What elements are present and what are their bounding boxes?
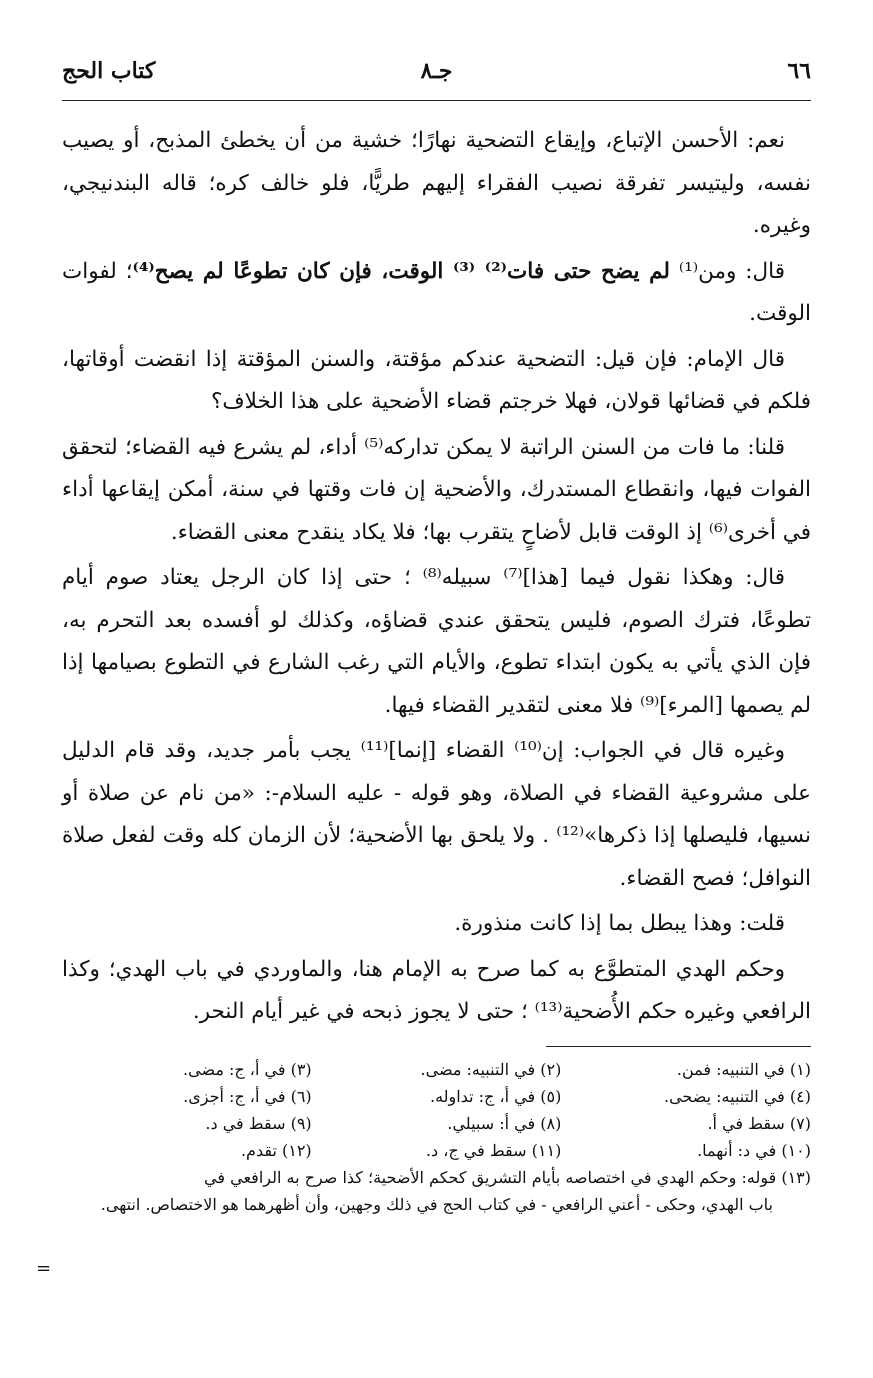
footnote: (٦) في أ، ج: أجزى. [183,1087,312,1106]
bold-quote: لم يضح حتى فات⁽²⁾ ⁽³⁾ الوقت، فإن كان تطوعًا لم يصح⁽⁴⁾ [132,258,670,284]
footnote: (٢) في التنبيه: مضى. [420,1060,562,1079]
paragraph: قلت: وهذا يبطل بما إذا كانت منذورة. [454,911,785,936]
footnote: (١٠) في د: أنهما. [697,1141,811,1160]
footnote-divider [546,1046,811,1047]
volume-label: جـ٨ [420,58,453,84]
footnote: (١) في التنبيه: فمن. [676,1060,811,1079]
paragraph: قلنا: ما فات من السنن الراتبة لا يمكن تداركه⁽⁵⁾ أداء، لم يشرع فيه القضاء؛ لتحقق الفوات فيها، وانقطاع المستدرك، والأضحية إن فات وقتها في سنة، أمكن إيقاعها أداء في أخرى⁽⁶⁾ إذ الوقت قابل لأضاحٍ يتقرب بها؛ فلا يكاد ينقدح معنى القضاء. [62,434,811,545]
footnote: (١١) سقط في ج، د. [425,1141,562,1160]
footnote-row [62,1137,811,1164]
footnote: (٤) في التنبيه: يضحى. [663,1087,811,1106]
footnote-13-continuation: باب الهدي، وحكى - أعني الرافعي - في كتاب الحج في ذلك وجهين، وأن أظهرهما هو الاختصاص. انتهى. [100,1195,773,1214]
footnote-row [62,1056,811,1083]
paragraph: قال: وهكذا نقول فيما [هذا]⁽⁷⁾ سبيله⁽⁸⁾ ؛ حتى إذا كان الرجل يعتاد صوم أيام تطوعًا، فترك الصوم، فليس يتحقق عندي قضاؤه، وكذلك لو أفسده بعد التحرم به، فإن الذي يأتي به يكون ابتداء تطوع، والأيام التي رغب الشارع في التطوع بصيامها إذا لم يصمها [المرء]⁽⁹⁾ فلا معنى لتقدير القضاء فيها. [62,565,811,718]
paragraph-with-bold [62,251,811,336]
paragraph: وغيره قال في الجواب: إن⁽¹⁰⁾ القضاء [إنما]⁽¹¹⁾ يجب بأمر جديد، وقد قام الدليل على مشروعية القضاء في الصلاة، وهو قوله - عليه السلام-: «من نام عن صلاة أو نسيها، فليصلها إذا ذكرها»⁽¹²⁾ . ولا يلحق بها الأضحية؛ لأن الزمان كله وقت لفعل صلاة النوافل؛ فصح القضاء. [62,738,811,891]
paragraph: وحكم الهدي المتطوَّع به كما صرح به الإمام هنا، والماوردي في باب الهدي؛ وكذا الرافعي وغيره حكم الأُضحية⁽¹³⁾ ؛ حتى لا يجوز ذبحه في غير أيام النحر. [62,956,811,1024]
footnote: (٣) في أ، ج: مضى. [183,1060,312,1079]
margin-mark: = [36,1258,52,1279]
footnote: (٨) في أ: سبيلي. [447,1114,562,1133]
footnote-row [62,1110,811,1137]
bold-tail: ؛ لفوات الوقت. [62,258,811,326]
paragraph: نعم: الأحسن الإتباع، وإيقاع التضحية نهارًا؛ خشية من أن يخطئ المذبح، أو يصيب نفسه، وليتيسر تفرقة نصيب الفقراء إليهم طريًّا، فلو خالف كره؛ قاله البندنيجي، وغيره. [62,128,811,238]
footnote-row [62,1083,811,1110]
footnote: (٥) في أ، ج: تداوله. [430,1087,562,1106]
page-number: ٦٦ [787,58,811,84]
footnote-13 [62,1164,811,1218]
header-divider [62,100,811,101]
paragraph: قال الإمام: فإن قيل: التضحية عندكم مؤقتة، والسنن المؤقتة إذا انقضت أوقاتها، فلكم في قضائها قولان، فهلا خرجتم قضاء الأضحية على هذا الخلاف؟ [62,346,811,414]
bold-intro: قال: ومن⁽¹⁾ [669,258,785,284]
book-title: كتاب الحج [62,58,156,84]
footnote: (١٢) تقدم. [240,1141,312,1160]
footnote: (٧) سقط في أ. [707,1114,811,1133]
footnote: (٩) سقط في د. [205,1114,312,1133]
footnote-13-first-line: (١٣) قوله: وحكم الهدي في اختصاصه بأيام التشريق كحكم الأضحية؛ كذا صرح به الرافعي في [204,1168,811,1187]
footnotes [62,1056,811,1218]
main-text [62,120,811,1037]
running-header [62,58,811,98]
